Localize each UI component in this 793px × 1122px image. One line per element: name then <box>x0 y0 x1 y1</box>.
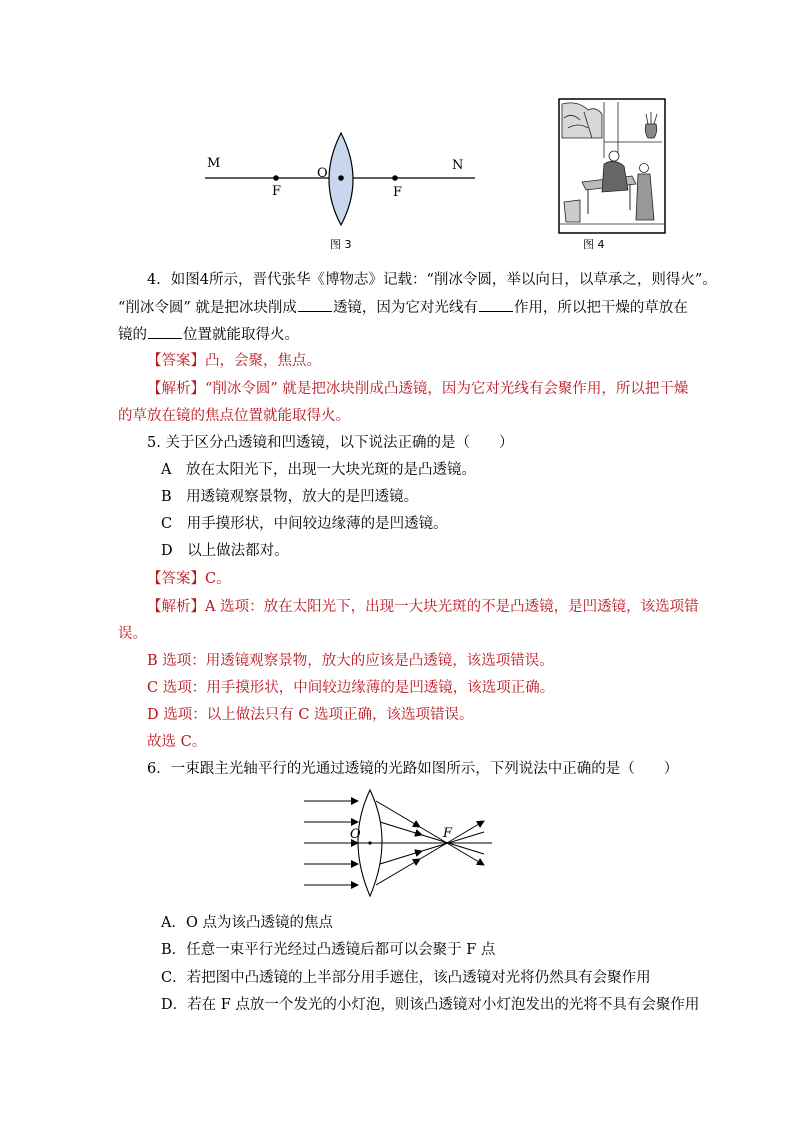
figure-4-caption: 图 4 <box>583 238 605 251</box>
q5-option-a: A 放在太阳光下，出现一大块光斑的是凸透镜。 <box>161 462 476 478</box>
q6-option-c: C．若把图中凸透镜的上半部分用手遮住，该凸透镜对光将仍然具有会聚作用 <box>161 970 651 986</box>
label-n: N <box>452 158 464 173</box>
focal-point-right <box>392 175 398 181</box>
figure-4-illustration <box>558 98 666 234</box>
optical-center-point <box>338 175 344 181</box>
figure-3-lens-diagram <box>195 125 485 230</box>
q4-line2-part-a: “削冰令圆” 就是把冰块削成 <box>118 300 297 316</box>
q5-analysis-line-3: B 选项：用透镜观察景物，放大的应该是凸透镜，该选项错误。 <box>147 653 554 669</box>
q4-stem-line-3 <box>118 324 299 345</box>
q6-label-o: O <box>350 827 361 842</box>
label-f-left: F <box>272 184 282 199</box>
label-o: O <box>317 166 328 181</box>
q5-answer: 【答案】C。 <box>147 571 231 587</box>
q5-analysis-line-6: 故选 C。 <box>147 734 207 750</box>
q6-option-d: D．若在 F 点放一个发光的小灯泡，则该凸透镜对小灯泡发出的光将不具有会聚作用 <box>161 997 700 1013</box>
q5-option-b: B 用透镜观察景物，放大的是凹透镜。 <box>161 489 419 505</box>
q5-analysis-line-1: 【解析】A 选项：放在太阳光下，出现一大块光斑的不是凸透镜，是凹透镜，该选项错 <box>147 599 699 615</box>
label-f-right: F <box>393 185 403 200</box>
q4-blank-1[interactable] <box>298 297 332 312</box>
focal-point-left <box>273 175 279 181</box>
q4-line2-part-c: 作用，所以把干燥的草放在 <box>513 300 688 316</box>
q4-stem-line-2 <box>118 297 688 318</box>
q4-blank-3[interactable] <box>148 324 182 339</box>
q6-option-b: B．任意一束平行光经过凸透镜后都可以会聚于 F 点 <box>161 942 496 958</box>
q4-blank-2[interactable] <box>479 297 513 312</box>
q6-option-a: A．O 点为该凸透镜的焦点 <box>161 915 333 931</box>
q5-option-c: C 用手摸形状，中间较边缘薄的是凹透镜。 <box>161 516 448 532</box>
q5-stem: 5. 关于区分凸透镜和凹透镜，以下说法正确的是（ ） <box>147 435 514 451</box>
q4-analysis-line-1: 【解析】“削冰令圆” 就是把冰块削成凸透镜，因为它对光线有会聚作用，所以把干燥 <box>147 381 689 397</box>
q4-analysis-line-2: 的草放在镜的焦点位置就能取得火。 <box>118 408 350 424</box>
q6-optical-center <box>368 841 371 844</box>
q6-label-f: F <box>443 826 453 841</box>
q5-analysis-line-5: D 选项：以上做法只有 C 选项正确，该选项错误。 <box>147 707 474 723</box>
q4-line3-part-b: 位置就能取得火。 <box>183 327 299 343</box>
q4-stem-line-1: 4．如图4所示，晋代张华《博物志》记载：“削冰令圆，举以向日，以草承之，则得火”。 <box>147 272 717 288</box>
q5-analysis-line-4: C 选项：用手摸形状，中间较边缘薄的是凹透镜，该选项正确。 <box>147 680 555 696</box>
figure-q6-ray-diagram <box>300 788 500 900</box>
label-m: M <box>207 156 221 171</box>
q4-answer: 【答案】凸，会聚，焦点。 <box>147 353 321 369</box>
q4-line3-part-a: 镜的 <box>118 327 147 343</box>
q6-stem: 6．一束跟主光轴平行的光通过透镜的光路如图所示，下列说法中正确的是（ ） <box>147 761 679 777</box>
q5-analysis-line-2: 误。 <box>118 626 147 642</box>
q5-option-d: D 以上做法都对。 <box>161 543 289 559</box>
q4-line2-part-b: 透镜，因为它对光线有 <box>332 300 478 316</box>
figure-3-caption: 图 3 <box>330 238 352 251</box>
